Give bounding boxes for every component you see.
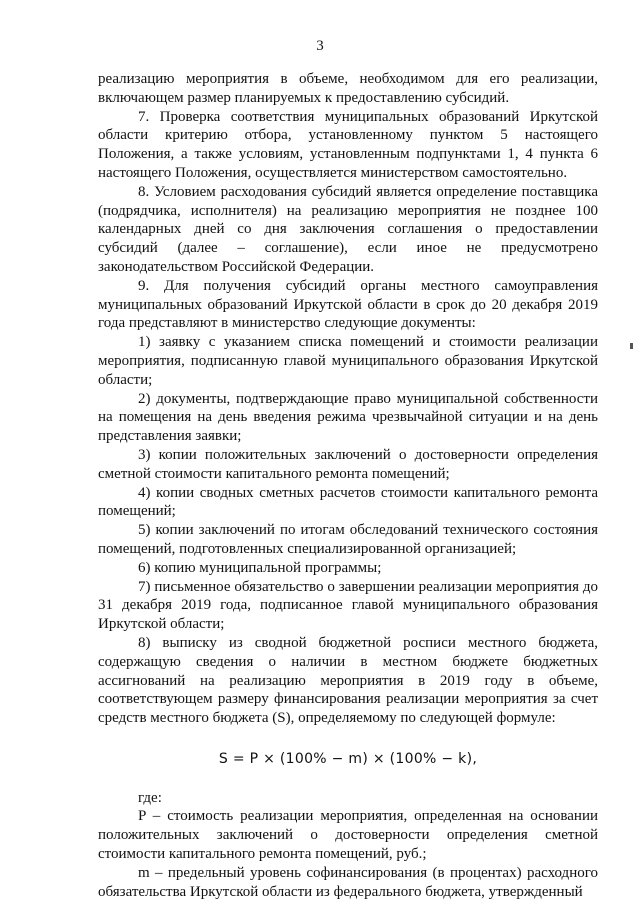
formula-where-label: где: <box>138 789 162 806</box>
list-item-5: 5) копии заключений по итогам обследований технического состояния помещений, подготовленных специализированной организацией; <box>98 522 598 557</box>
formula: S = P × (100% − m) × (100% − k), <box>218 750 478 767</box>
paragraph-item-8: 8. Условием расходования субсидий является определение поставщика (подрядчика, исполнителя) на реализацию мероприятия не позднее 100 календарных дней со дня заключения соглашения о предоставлении субсидий (далее – соглашение), если иное не предусмотрено законодательством Российской Федерации. <box>98 183 598 275</box>
document-body <box>98 70 598 901</box>
paragraph-item-7: 7. Проверка соответствия муниципальных образований Иркутской области критерию отбора, установленному пунктом 5 настоящего Положения, а также условиям, установленным подпунктами 1, 4 пункта 6 настоящего Положения, осуществляется министерством самостоятельно. <box>98 108 598 181</box>
definition-m: m – предельный уровень софинансирования (в процентах) расходного обязательства Иркутской области из федерального бюджета, утвержденный <box>98 864 598 900</box>
list-item-4: 4) копии сводных сметных расчетов стоимости капитального ремонта помещений; <box>98 484 598 520</box>
paragraph-continuation: реализацию мероприятия в объеме, необходимом для его реализации, включающем размер планируемых к предоставлению субсидий. <box>98 71 598 106</box>
scan-edge-mark <box>630 343 633 349</box>
page-number: 3 <box>316 38 324 54</box>
list-item-8: 8) выписку из сводной бюджетной росписи местного бюджета, содержащую сведения о наличии в местном бюджете бюджетных ассигнований на реализацию мероприятия в 2019 году в объеме, соответствующем размеру финансирования реализации мероприятия за счет средств местного бюджета (S), определяемому по следующей формуле: <box>98 634 598 727</box>
list-item-6: 6) копию муниципальной программы; <box>138 559 382 576</box>
list-item-3: 3) копии положительных заключений о достоверности определения сметной стоимости капитального ремонта помещений; <box>98 446 598 482</box>
list-item-1: 1) заявку с указанием списка помещений и стоимости реализации мероприятия, подписанную главой муниципального образования Иркутской области; <box>98 334 598 388</box>
definition-p: P – стоимость реализации мероприятия, определенная на основании положительных заключений о достоверности определения сметной стоимости капитального ремонта помещений, руб.; <box>98 808 598 863</box>
paragraph-item-9: 9. Для получения субсидий органы местного самоуправления муниципальных образований Иркутской области в срок до 20 декабря 2019 года представляют в министерство следующие документы: <box>98 277 598 332</box>
list-item-7: 7) письменное обязательство о завершении реализации мероприятия до 31 декабря 2019 года, подписанное главой муниципального образования Иркутской области; <box>98 578 598 633</box>
list-item-2: 2) документы, подтверждающие право муниципальной собственности на помещения на день введения режима чрезвычайной ситуации и на день представления заявки; <box>98 390 598 445</box>
